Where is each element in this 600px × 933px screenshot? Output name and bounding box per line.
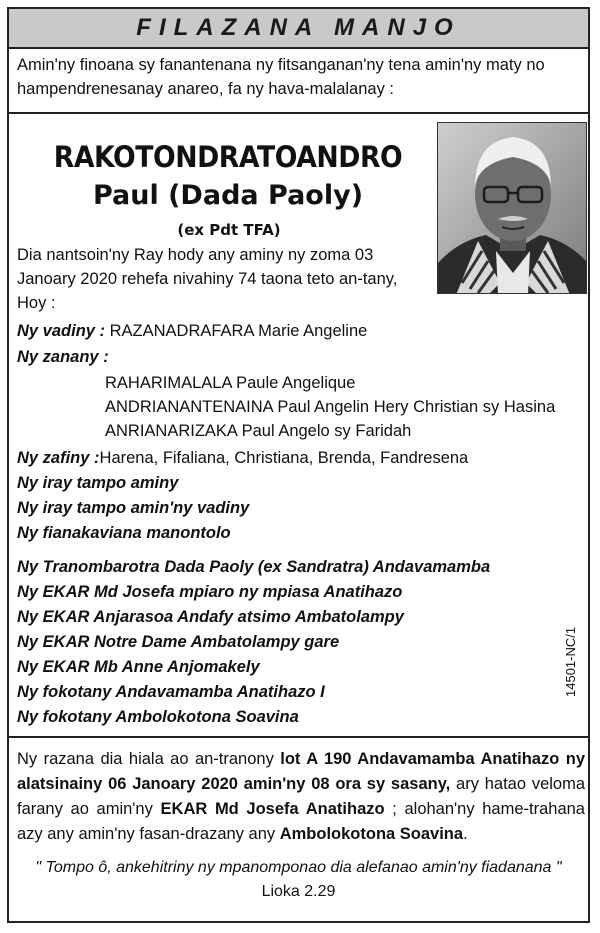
death-line-1: Dia nantsoin'ny Ray hody any aminy ny zoma 03 <box>17 246 374 264</box>
organization-1: Ny Tranombarotra Dada Paoly (ex Sandratra) Andavamamba <box>17 558 491 576</box>
relatives-1: Ny iray tampo aminy <box>17 474 179 492</box>
spouse-label: Ny vadiny : <box>17 322 106 340</box>
divider-bottom <box>9 736 588 738</box>
funeral-text-2: ary hatao veloma farany ao amin'ny <box>17 775 586 818</box>
funeral-burial-place: Ambolokotona Soavina <box>279 825 464 843</box>
organization-6: Ny fokotany Andavamamba Anatihazo I <box>17 683 325 701</box>
deceased-surname: RAKOTONDRATOANDRO <box>53 140 403 174</box>
spouse-name: RAZANADRAFARA Marie Angeline <box>109 322 368 340</box>
header-banner <box>9 9 588 49</box>
obituary-frame <box>7 7 590 923</box>
children-label: Ny zanany : <box>17 348 109 366</box>
grandchildren-label: Ny zafiny : <box>17 449 100 467</box>
funeral-church: EKAR Md Josefa Anatihazo <box>160 800 385 818</box>
portrait-photo <box>437 122 587 294</box>
child-1: RAHARIMALALA Paule Angelique <box>105 374 356 392</box>
funeral-text-3: ; alohan'ny hame-trahana azy any amin'ny fasan-drazany any <box>17 800 585 843</box>
funeral-text-1: Ny razana dia hiala ao an-tranony <box>17 750 281 768</box>
organization-2: Ny EKAR Md Josefa mpiaro ny mpiasa Anatihazo <box>17 583 403 601</box>
child-2: ANDRIANANTENAINA Paul Angelin Hery Christian sy Hasina <box>105 398 556 416</box>
scripture-reference: Lioka 2.29 <box>261 883 336 900</box>
organization-3: Ny EKAR Anjarasoa Andafy atsimo Ambatolampy <box>17 608 404 626</box>
funeral-details <box>17 747 585 847</box>
organization-4: Ny EKAR Notre Dame Ambatolampy gare <box>17 633 340 651</box>
relatives-2: Ny iray tampo amin'ny vadiny <box>17 499 250 517</box>
spouse-row <box>17 319 367 343</box>
notice-title: FILAZANA MANJO <box>136 14 461 41</box>
portrait-icon <box>438 123 587 294</box>
death-line-2: Janoary 2020 rehefa nivahiny 74 taona teto an-tany, <box>17 270 398 288</box>
child-3: ANRIANARIZAKA Paul Angelo sy Faridah <box>105 422 412 440</box>
funeral-location-time: lot A 190 Andavamamba Anatihazo ny alatsinainy 06 Janoary 2020 amin'ny 08 ora sy sasany, <box>17 750 585 793</box>
grandchildren-names: Harena, Fifaliana, Christiana, Brenda, Fandresena <box>99 449 469 467</box>
funeral-text-4: . <box>463 825 468 843</box>
organization-7: Ny fokotany Ambolokotona Soavina <box>17 708 299 726</box>
intro-text: Amin'ny finoana sy fanantenana ny fitsanganan'ny tena amin'ny maty no hampendrenesanay anareo, fa ny hava-malalanay : <box>17 56 545 98</box>
death-line-3: Hoy : <box>17 294 56 312</box>
relatives-3: Ny fianakaviana manontolo <box>17 524 231 542</box>
organization-5: Ny EKAR Mb Anne Anjomakely <box>17 658 260 676</box>
deceased-given-name: Paul (Dada Paoly) <box>92 180 364 211</box>
grandchildren-row <box>17 446 468 470</box>
divider-top <box>9 112 588 114</box>
scripture-quote: " Tompo ô, ankehitriny ny mpanomponao dia alefanao amin'ny fiadanana " <box>35 859 562 876</box>
reference-code: 14501-NC/1 <box>563 626 578 697</box>
deceased-title-note: (ex Pdt TFA) <box>177 221 281 239</box>
